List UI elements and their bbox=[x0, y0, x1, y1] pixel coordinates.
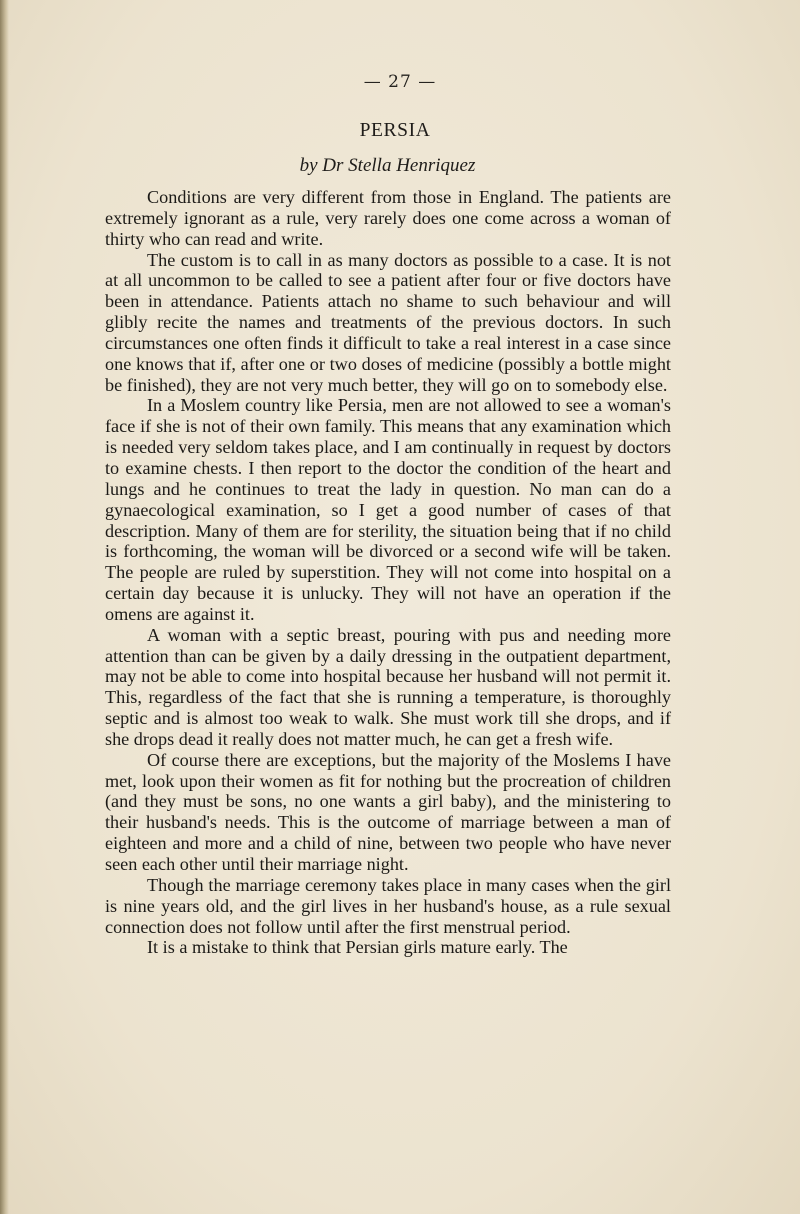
paragraph-mature-early: It is a mistake to think that Persian girls mature early. The bbox=[147, 937, 568, 958]
page-number: — 27 — bbox=[363, 72, 437, 92]
page-binding-edge bbox=[0, 0, 9, 1214]
article-title: PERSIA bbox=[359, 120, 431, 141]
article-body bbox=[105, 187, 671, 958]
paragraph-septic-breast: A woman with a septic breast, pouring with pus and needing more attention than can be given by a daily dressing in the outpatient department, may not be able to come into hospital because her husband will not permit it. This, regardless of the fact that she is running a temperature, is thoroughly septic and is almost too weak to walk. She must work till she drops, and if she drops dead it really does not matter much, he can get a fresh wife. bbox=[105, 624, 671, 749]
paragraph-conditions: Conditions are very different from those in England. The patients are extremely ignorant as a rule, very rarely does one come across a woman of thirty who can read and write. bbox=[105, 187, 671, 249]
paragraph-custom: The custom is to call in as many doctors as possible to a case. It is not at all uncommon to be called to see a patient after four or five doctors have been in attendance. Patients attach no shame to such behaviour and will glibly recite the names and treatments of the previous doctors. In such circumstances one often finds it difficult to take a real interest in a case since one knows that if, after one or two doses of medicine (possibly a bottle might be finished), they are not very much better, they will go on to somebody else. bbox=[105, 249, 671, 395]
author-byline: by Dr Stella Henriquez bbox=[299, 155, 476, 176]
paragraph-exceptions: Of course there are exceptions, but the majority of the Moslems I have met, look upon their women as fit for nothing but the procreation of children (and they must be sons, no one wants a girl baby), and the ministering to their husband's needs. This is the outcome of marriage between a man of eighteen and more and a child of nine, between two people who have never seen each other until their marriage night. bbox=[105, 749, 671, 874]
paragraph-marriage-ceremony: Though the marriage ceremony takes place in many cases when the girl is nine years old, and the girl lives in her husband's house, as a rule sexual connection does not follow until after the first menstrual period. bbox=[105, 874, 671, 937]
paragraph-moslem-country: In a Moslem country like Persia, men are not allowed to see a woman's face if she is not of their own family. This means that any examination which is needed very seldom takes place, and I am continually in request by doctors to examine chests. I then report to the doctor the condition of the heart and lungs and he continues to treat the lady in question. No man can do a gynaecological examination, so I get a good number of cases of that description. Many of them are for sterility, the situation being that if no child is forthcoming, the woman will be divorced or a second wife will be taken. The people are ruled by superstition. They will not come into hospital on a certain day because it is unlucky. They will not have an operation if the omens are against it. bbox=[105, 395, 671, 624]
